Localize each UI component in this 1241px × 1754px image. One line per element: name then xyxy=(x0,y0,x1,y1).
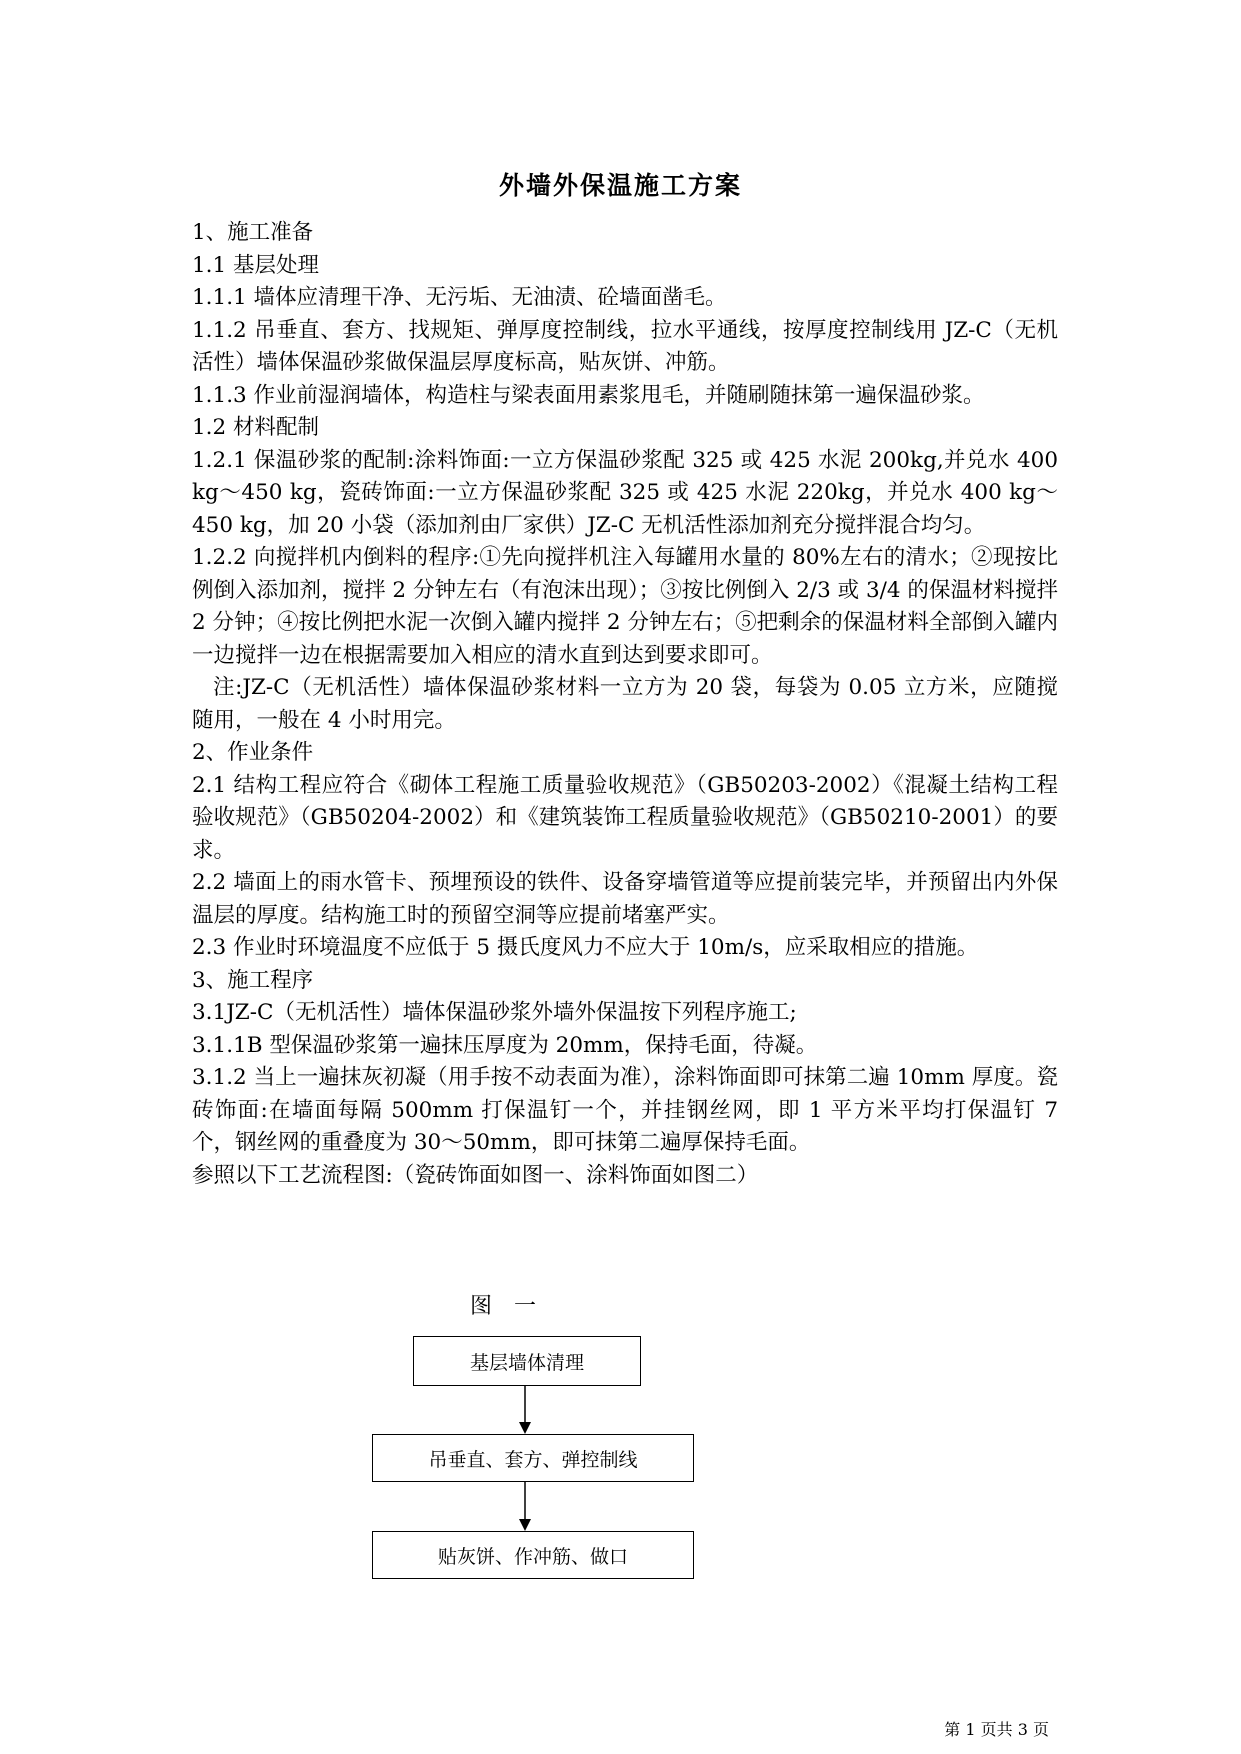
paragraph-1-2-1: 1.2.1 保温砂浆的配制:涂料饰面:一立方保温砂浆配 325 或 425 水泥 200kg,并兑水 400 kg～450 kg，瓷砖饰面:一立方保温砂浆配 325 或 425 水泥 220kg，并兑水 400 kg～450 kg，加 20 小袋（添加剂由厂家供）JZ-C 无机活性添加剂充分搅拌混合均匀。 xyxy=(192,447,1058,538)
document-body xyxy=(192,217,1058,1192)
flowchart-step-1 xyxy=(413,1336,641,1386)
paragraph-2-1: 2.1 结构工程应符合《砌体工程施工质量验收规范》（GB50203-2002）《混凝土结构工程验收规范》（GB50204-2002）和《建筑装饰工程质量验收规范》（GB50210-2001）的要求。 xyxy=(192,772,1058,863)
flow-arrow-down-icon xyxy=(518,1482,532,1531)
subsection-heading-1-2: 1.2 材料配制 xyxy=(192,415,320,440)
paragraph-3-1-2: 3.1.2 当上一遍抹灰初凝（用手按不动表面为准），涂料饰面即可抹第二遍 10mm 厚度。瓷砖饰面:在墙面每隔 500mm 打保温钉一个，并挂钢丝网，即 1 平方米平均打保温钉 7 个，钢丝网的重叠度为 30～50mm，即可抹第二遍厚保持毛面。 xyxy=(192,1065,1058,1155)
page-number: 第 1 页共 3 页 xyxy=(944,1720,1049,1739)
paragraph-2-3: 2.3 作业时环境温度不应低于 5 摄氏度风力不应大于 10m/s，应采取相应的措施。 xyxy=(192,935,979,960)
section-heading-1: 1、施工准备 xyxy=(192,220,314,245)
flowchart-step-3 xyxy=(372,1531,694,1579)
flowchart-step-2 xyxy=(372,1434,694,1482)
paragraph-1-1-1: 1.1.1 墙体应清理干净、无污垢、无油渍、砼墙面凿毛。 xyxy=(192,285,727,310)
paragraph-1-1-3: 1.1.3 作业前湿润墙体，构造柱与梁表面用素浆甩毛，并随刷随抹第一遍保温砂浆。 xyxy=(192,382,985,408)
flow-arrow-down-icon xyxy=(518,1386,532,1434)
note-paragraph: 注:JZ-C（无机活性）墙体保温砂浆材料一立方为 20 袋，每袋为 0.05 立方米，应随搅随用，一般在 4 小时用完。 xyxy=(192,675,1058,733)
subsection-heading-1-1: 1.1 基层处理 xyxy=(192,252,320,278)
paragraph-1-1-2: 1.1.2 吊垂直、套方、找规矩、弹厚度控制线，拉水平通线，按厚度控制线用 JZ-C（无机活性）墙体保温砂浆做保温层厚度标高，贴灰饼、冲筋。 xyxy=(192,317,1058,375)
flowchart-step-label: 基层墙体清理 xyxy=(469,1351,584,1374)
figure-reference: 参照以下工艺流程图:（瓷砖饰面如图一、涂料饰面如图二） xyxy=(192,1162,759,1188)
document-title: 外墙外保温施工方案 xyxy=(498,171,742,200)
figure-label: 图 一 xyxy=(470,1294,537,1319)
paragraph-2-2: 2.2 墙面上的雨水管卡、预埋预设的铁件、设备穿墙管道等应提前装完毕，并预留出内外保温层的厚度。结构施工时的预留空洞等应提前堵塞严实。 xyxy=(192,870,1058,928)
section-heading-2: 2、作业条件 xyxy=(192,740,314,765)
paragraph-3-1: 3.1JZ-C（无机活性）墙体保温砂浆外墙外保温按下列程序施工; xyxy=(192,1000,797,1025)
paragraph-3-1-1: 3.1.1B 型保温砂浆第一遍抹压厚度为 20mm，保持毛面，待凝。 xyxy=(192,1032,818,1058)
flowchart-step-label: 贴灰饼、作冲筋、做口 xyxy=(437,1545,628,1568)
paragraph-1-2-2: 1.2.2 向搅拌机内倒料的程序:①先向搅拌机注入每罐用水量的 80%左右的清水；②现按比例倒入添加剂，搅拌 2 分钟左右（有泡沫出现）；③按比例倒入 2/3 或 3/4 的保温材料搅拌 2 分钟；④按比例把水泥一次倒入罐内搅拌 2 分钟左右；⑤把剩余的保温材料全部倒入罐内一边搅拌一边在根据需要加入相应的清水直到达到要求即可。 xyxy=(192,545,1058,668)
flowchart-step-label: 吊垂直、套方、弹控制线 xyxy=(428,1448,638,1471)
section-heading-3: 3、施工程序 xyxy=(192,967,314,993)
